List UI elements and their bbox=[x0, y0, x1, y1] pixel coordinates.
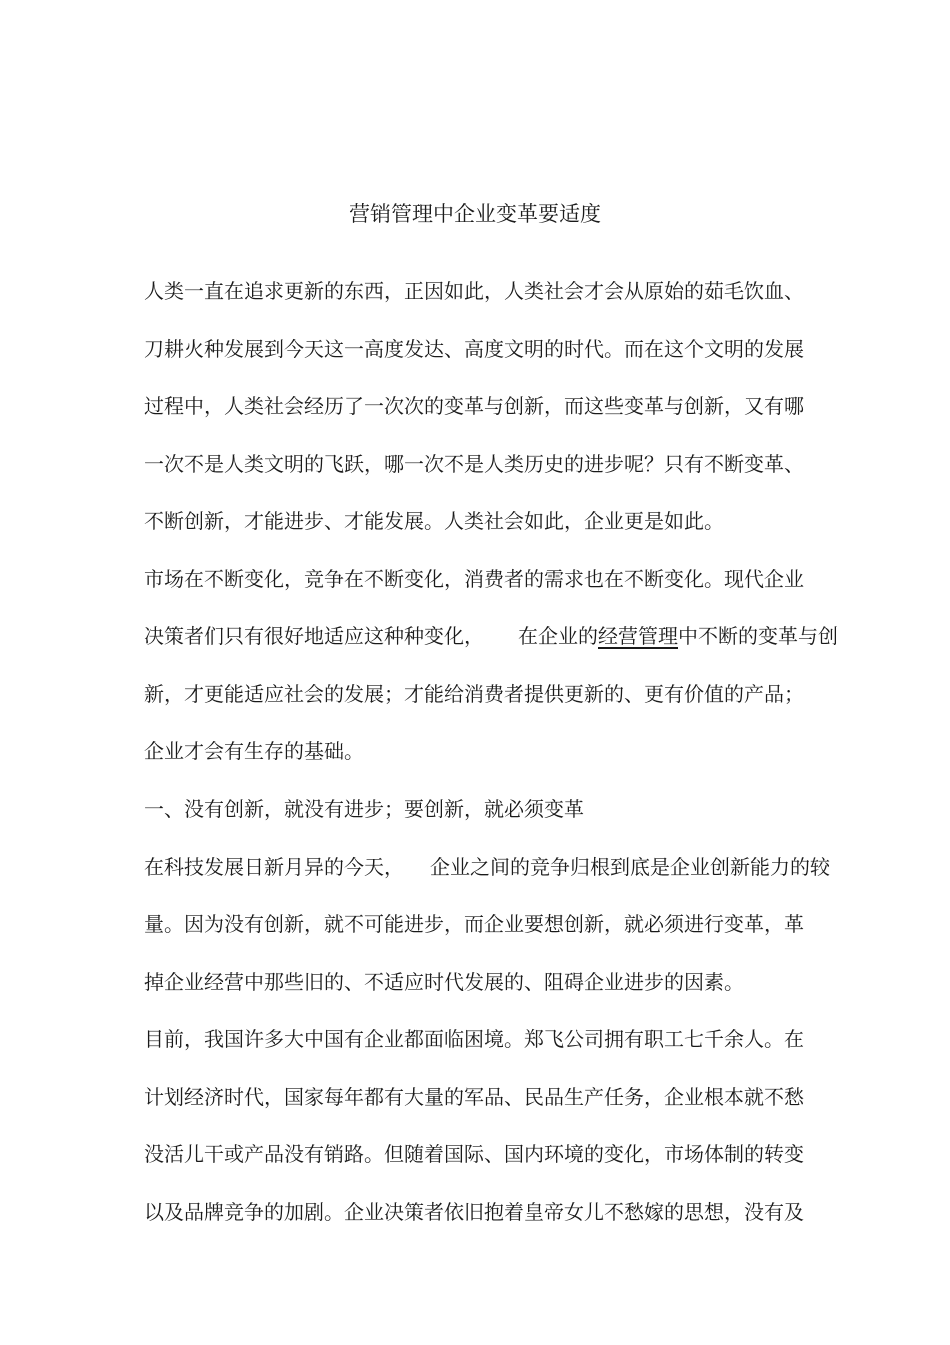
text-line: 刀耕火种发展到今天这一高度发达、高度文明的时代。而在这个文明的发展 bbox=[144, 337, 804, 361]
text-line bbox=[144, 622, 838, 650]
text-fragment: 在企业的 bbox=[518, 624, 598, 648]
section-heading: 一、没有创新，就没有进步；要创新，就必须变革 bbox=[144, 797, 584, 821]
text-line: 目前，我国许多大中国有企业都面临困境。郑飞公司拥有职工七千余人。在 bbox=[144, 1027, 804, 1051]
text-line: 人类一直在追求更新的东西，正因如此，人类社会才会从原始的茹毛饮血、 bbox=[144, 279, 804, 303]
text-line: 企业才会有生存的基础。 bbox=[144, 739, 364, 763]
management-link[interactable]: 经营管理 bbox=[598, 624, 678, 648]
text-line: 过程中，人类社会经历了一次次的变革与创新，而这些变革与创新，又有哪 bbox=[144, 394, 804, 418]
text-line: 没活儿干或产品没有销路。但随着国际、国内环境的变化，市场体制的转变 bbox=[144, 1142, 804, 1166]
text-line: 掉企业经营中那些旧的、不适应时代发展的、阻碍企业进步的因素。 bbox=[144, 970, 744, 994]
text-line: 量。因为没有创新，就不可能进步，而企业要想创新，就必须进行变革，革 bbox=[144, 912, 804, 936]
text-line: 以及品牌竞争的加剧。企业决策者依旧抱着皇帝女儿不愁嫁的思想，没有及 bbox=[144, 1200, 804, 1224]
text-line: 市场在不断变化，竞争在不断变化，消费者的需求也在不断变化。现代企业 bbox=[144, 567, 804, 591]
text-fragment: 企业之间的竞争归根到底是企业创新能力的较 bbox=[430, 855, 830, 879]
text-line: 一次不是人类文明的飞跃，哪一次不是人类历史的进步呢？只有不断变革、 bbox=[144, 452, 804, 476]
text-line: 计划经济时代，国家每年都有大量的军品、民品生产任务，企业根本就不愁 bbox=[144, 1085, 804, 1109]
text-fragment: 决策者们只有很好地适应这种种变化， bbox=[144, 624, 484, 648]
text-line: 不断创新，才能进步、才能发展。人类社会如此，企业更是如此。 bbox=[144, 509, 724, 533]
text-line bbox=[144, 853, 830, 881]
text-fragment: 在科技发展日新月异的今天， bbox=[144, 855, 404, 879]
document-title: 营销管理中企业变革要适度 bbox=[349, 202, 601, 226]
text-line: 新，才更能适应社会的发展；才能给消费者提供更新的、更有价值的产品； bbox=[144, 682, 804, 706]
text-fragment: 中不断的变革与创 bbox=[678, 624, 838, 648]
